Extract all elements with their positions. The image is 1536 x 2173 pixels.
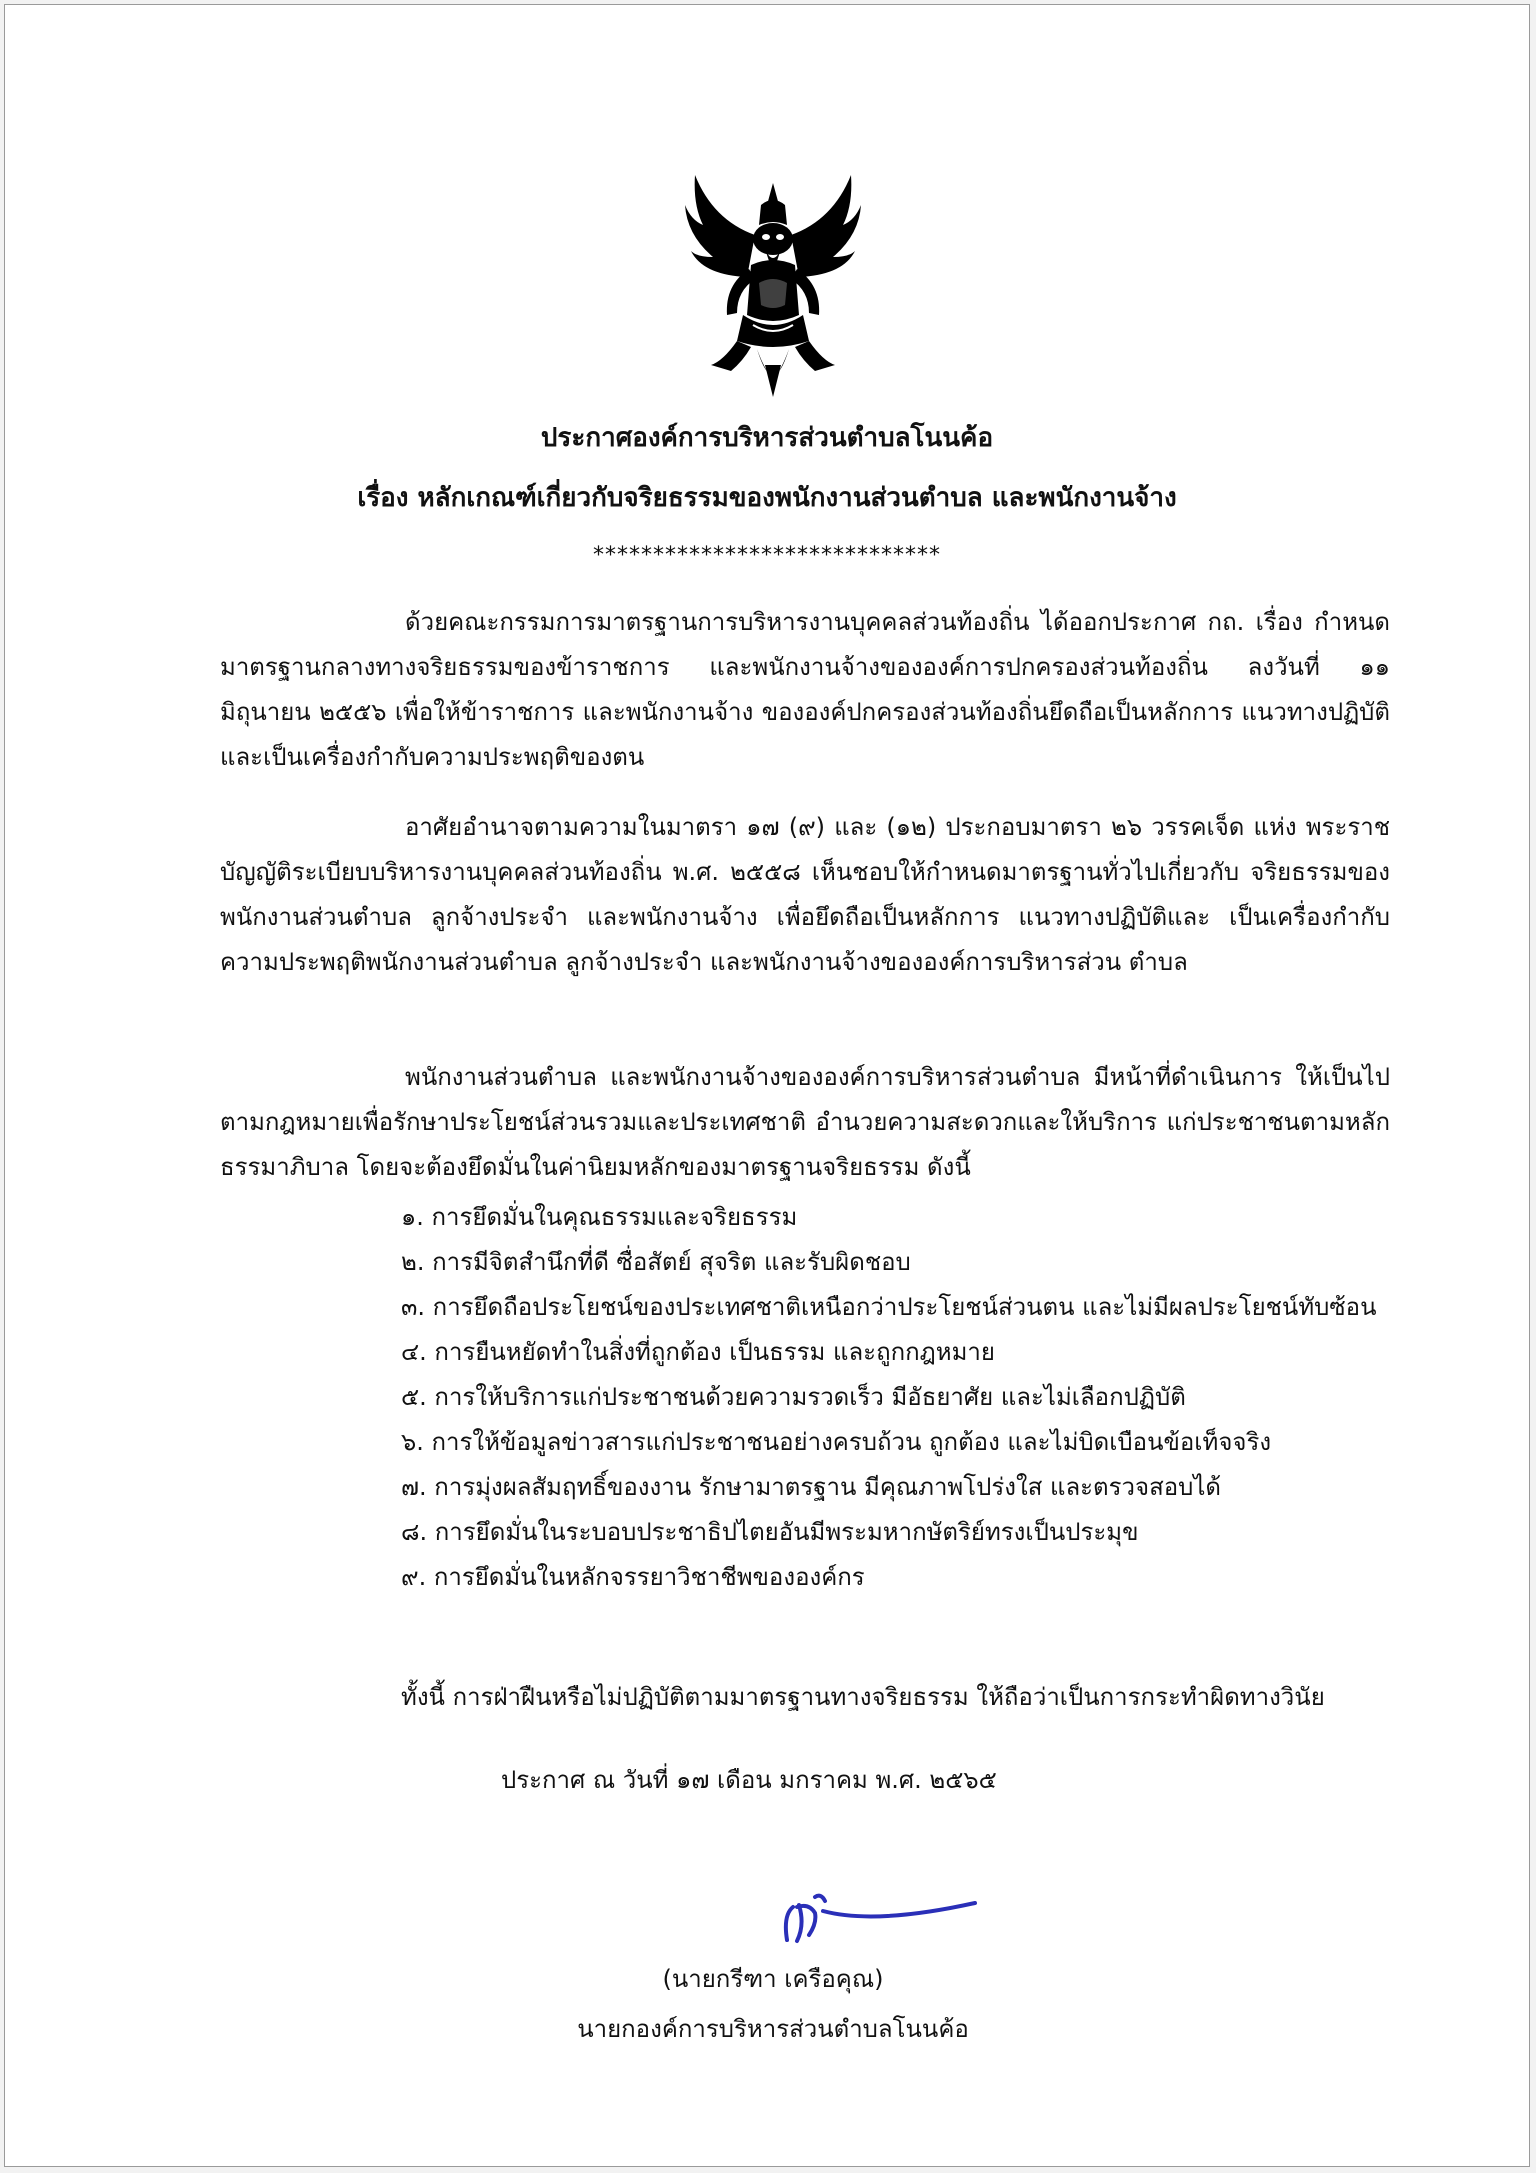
signer-name-text: (นายกรีฑา เครือคุณ): [662, 1965, 884, 1993]
list-item: ๒. การมีจิตสำนึกที่ดี ซื่อสัตย์ สุจริต และรับผิดชอบ: [401, 1248, 911, 1276]
list-item: ๕. การให้บริการแก่ประชาชนด้วยความรวดเร็ว มีอัธยาศัย และไม่เลือกปฏิบัติ: [401, 1383, 1186, 1411]
document-page: [4, 4, 1530, 2167]
list-item: ๗. การมุ่งผลสัมฤทธิ์ของงาน รักษามาตรฐาน มีคุณภาพโปร่งใส และตรวจสอบได้: [401, 1473, 1222, 1501]
signature-icon: [775, 1885, 985, 1955]
announcement-date: ประกาศ ณ วันที่ ๑๗ เดือน มกราคม พ.ศ. ๒๕๖๕: [501, 1766, 997, 1794]
list-item: ๘. การยึดมั่นในระบอบประชาธิปไตยอันมีพระมหากษัตริย์ทรงเป็นประมุข: [401, 1518, 1139, 1546]
paragraph-1: ด้วยคณะกรรมการมาตรฐานการบริหารงานบุคคลส่วนท้องถิ่น ได้ออกประกาศ กถ. เรื่อง กำหนดมาตรฐานกลางทางจริยธรรมของข้าราชการ และพนักงานจ้างขององค์การปกครองส่วนท้องถิ่น ลงวันที่ ๑๑ มิถุนายน ๒๕๕๖ เพื่อให้ข้าราชการ และพนักงานจ้าง ขององค์ปกครองส่วนท้องถิ่นยึดถือเป็นหลักการ แนวทางปฏิบัติ และเป็นเครื่องกำกับความประพฤติของตน: [220, 608, 1390, 771]
paragraph-2-block: [220, 805, 1390, 985]
signer-position-text: นายกองค์การบริหารส่วนตำบลโนนค้อ: [577, 2015, 969, 2043]
paragraph-1-block: [220, 600, 1390, 780]
separator-line: *****************************: [593, 543, 941, 568]
ethics-list: [401, 1195, 1391, 1600]
signer-position: [5, 2009, 1536, 2048]
paragraph-3: พนักงานส่วนตำบล และพนักงานจ้างขององค์การบริหารส่วนตำบล มีหน้าที่ดำเนินการ ให้เป็นไปตามกฎหมายเพื่อรักษาประโยชน์ส่วนรวมและประเทศชาติ อำนวยความสะดวกและให้บริการ แก่ประชาชนตามหลักธรรมาภิบาล โดยจะต้องยึดมั่นในค่านิยมหลักของมาตรฐานจริยธรรม ดังนี้: [220, 1063, 1390, 1181]
list-item: ๓. การยึดถือประโยชน์ของประเทศชาติเหนือกว่าประโยชน์ส่วนตน และไม่มีผลประโยชน์ทับซ้อน: [401, 1293, 1377, 1321]
list-item: ๙. การยึดมั่นในหลักจรรยาวิชาชีพขององค์กร: [401, 1563, 865, 1591]
closing-statement: ทั้งนี้ การฝ่าฝืนหรือไม่ปฏิบัติตามมาตรฐานทางจริยธรรม ให้ถือว่าเป็นการกระทำผิดทางวินัย: [401, 1683, 1325, 1711]
signer-name: [5, 1959, 1536, 1998]
list-item: ๔. การยืนหยัดทำในสิ่งที่ถูกต้อง เป็นธรรม และถูกกฎหมาย: [401, 1338, 995, 1366]
announcement-title: ประกาศองค์การบริหารส่วนตำบลโนนค้อ: [540, 423, 994, 453]
paragraph-3-block: [220, 1055, 1390, 1190]
paragraph-2: อาศัยอำนาจตามความในมาตรา ๑๗ (๙) และ (๑๒) ประกอบมาตรา ๒๖ วรรคเจ็ด แห่ง พระราชบัญญัติระเบียบบริหารงานบุคคลส่วนท้องถิ่น พ.ศ. ๒๕๕๘ เห็นชอบให้กำหนดมาตรฐานทั่วไปเกี่ยวกับ จริยธรรมของพนักงานส่วนตำบล ลูกจ้างประจำ และพนักงานจ้าง เพื่อยึดถือเป็นหลักการ แนวทางปฏิบัติและ เป็นเครื่องกำกับความประพฤติพนักงานส่วนตำบล ลูกจ้างประจำ และพนักงานจ้างขององค์การบริหารส่วน ตำบล: [220, 813, 1390, 976]
list-item: ๑. การยึดมั่นในคุณธรรมและจริยธรรม: [401, 1203, 798, 1231]
list-item: ๖. การให้ข้อมูลข่าวสารแก่ประชาชนอย่างครบถ้วน ถูกต้อง และไม่บิดเบือนข้อเท็จจริง: [401, 1428, 1272, 1456]
garuda-emblem-icon: [673, 165, 873, 405]
announcement-subject: เรื่อง หลักเกณฑ์เกี่ยวกับจริยธรรมของพนักงานส่วนตำบล และพนักงานจ้าง: [357, 483, 1177, 513]
